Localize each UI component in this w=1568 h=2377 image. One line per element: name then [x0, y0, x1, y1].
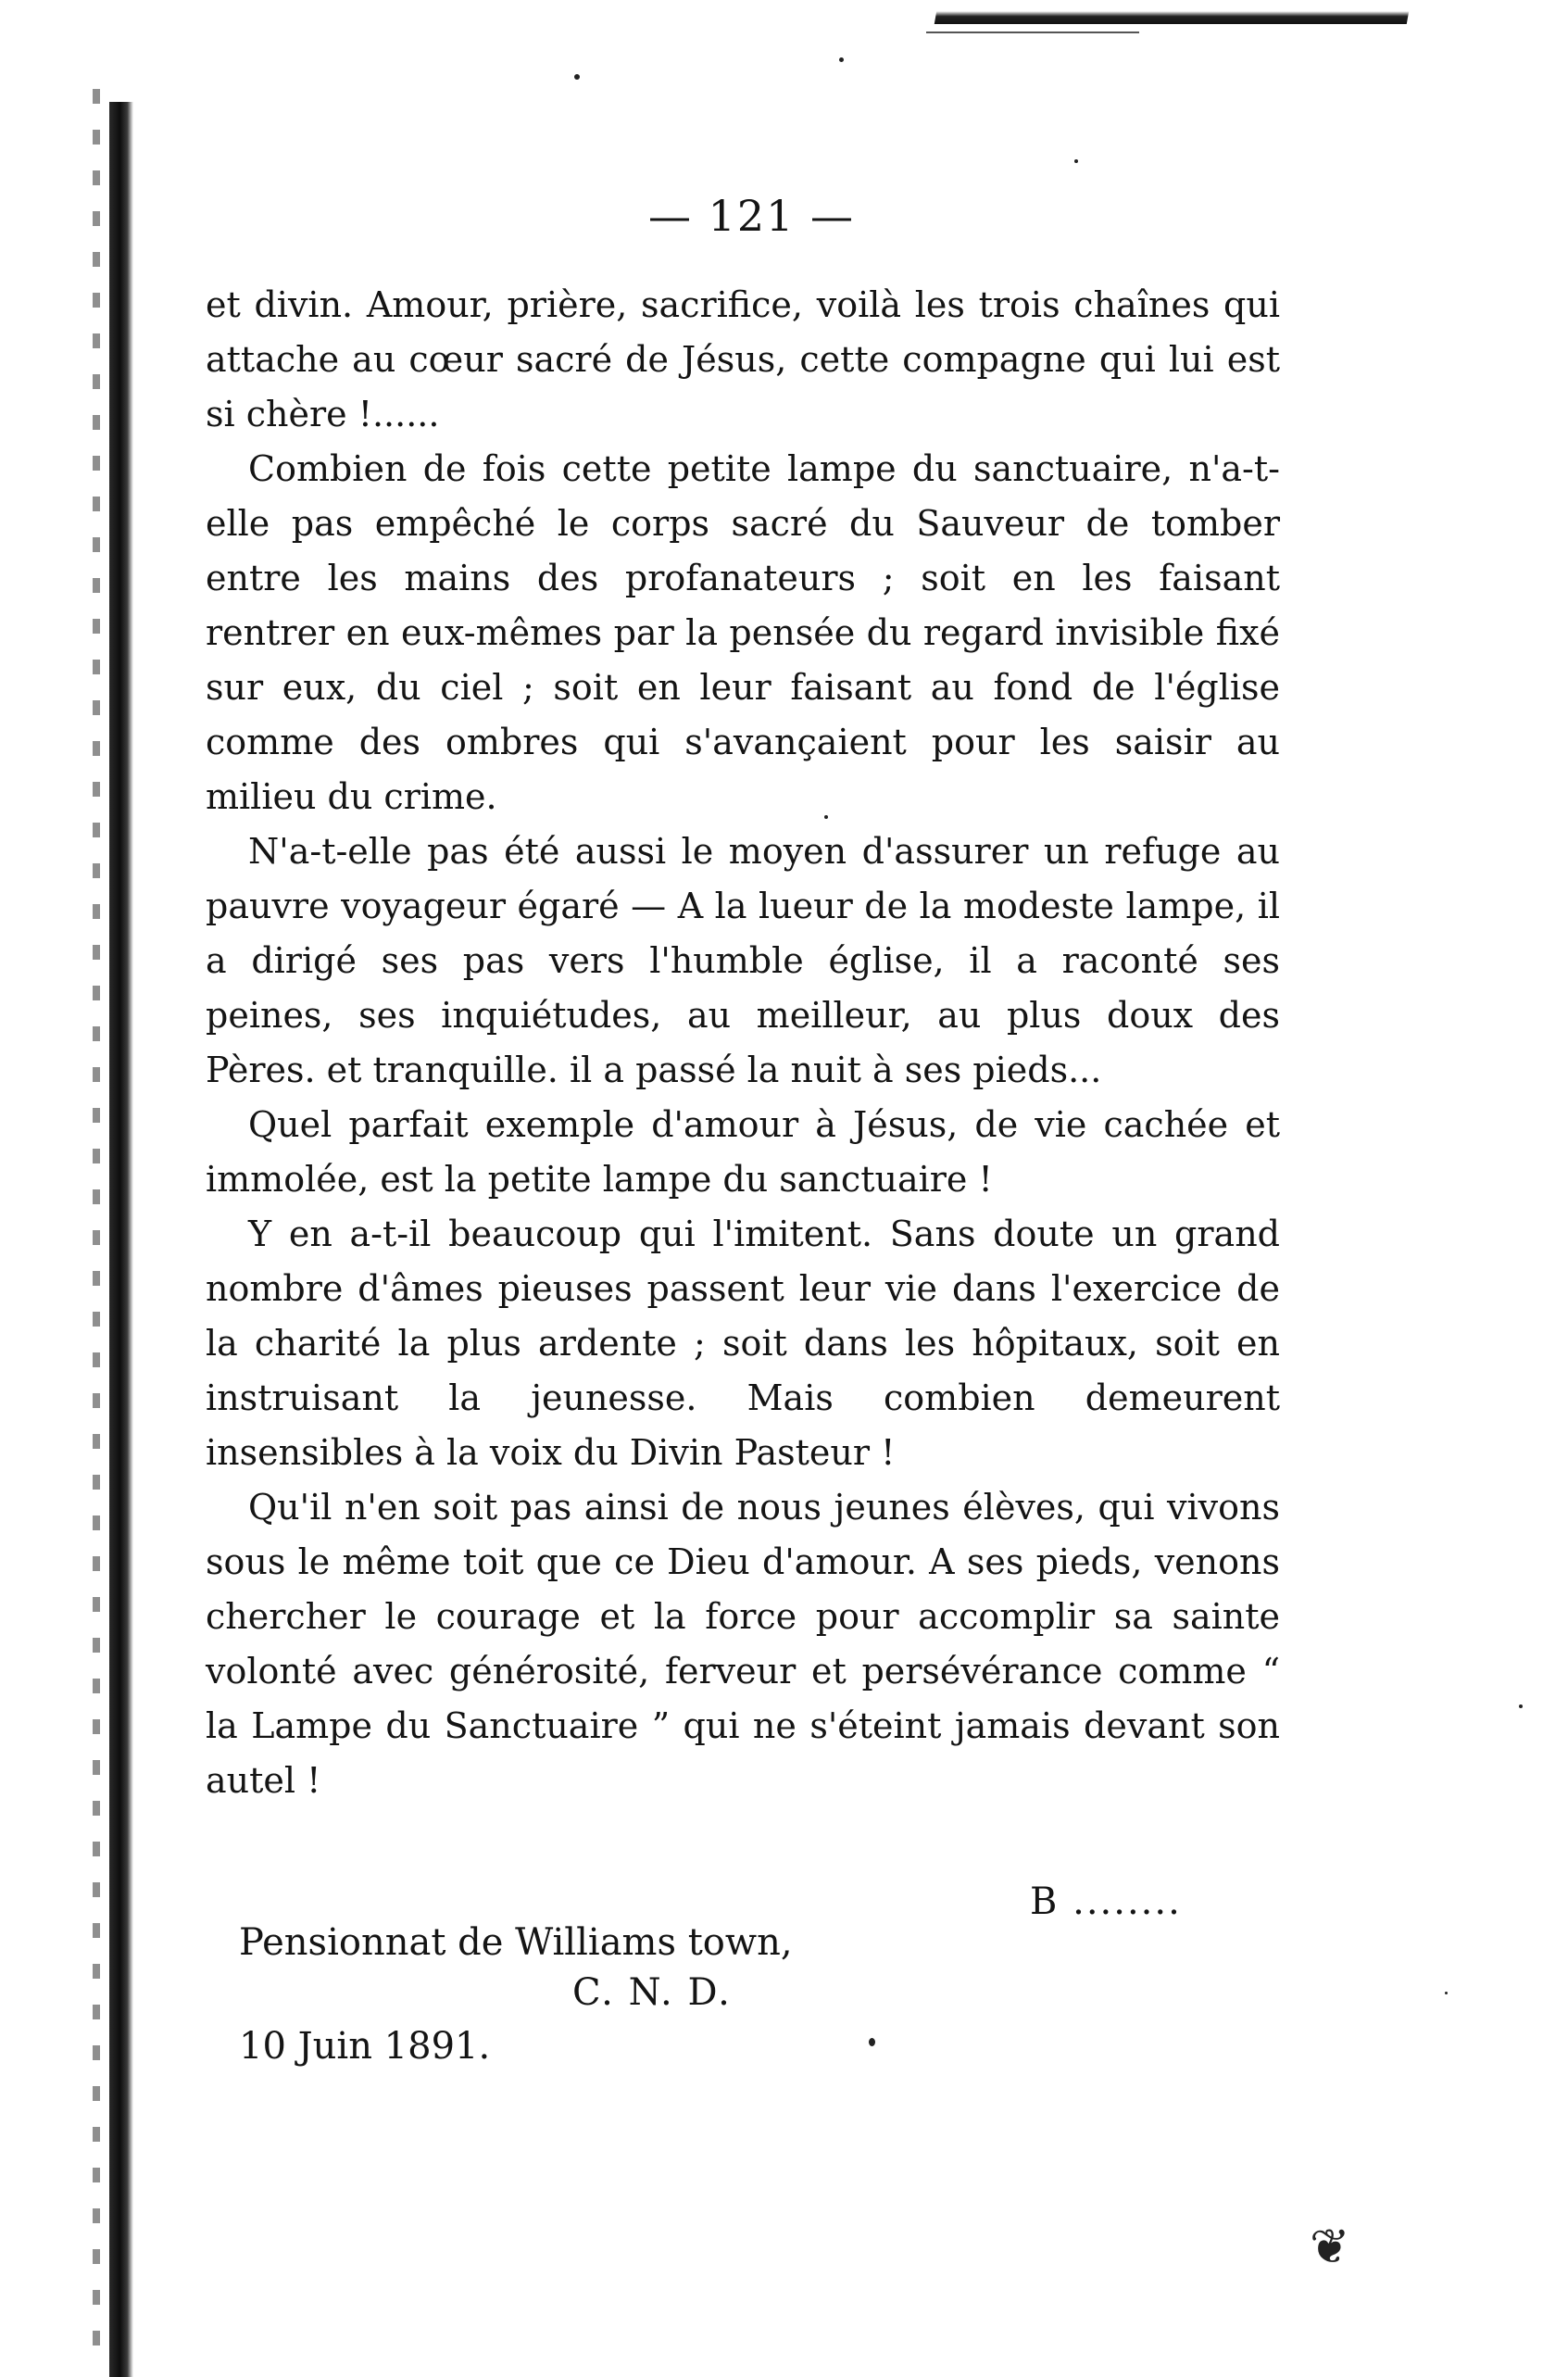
book-spine-shadow	[109, 102, 133, 2377]
scan-speck	[1519, 1704, 1523, 1708]
footer-org: C. N. D.	[572, 1971, 732, 2014]
paragraph: Quel parfait exemple d'amour à Jésus, de vie cachée et immolée, est la petite lampe du sanctuaire !	[206, 1104, 1280, 1200]
footer-date: 10 Juin 1891.	[239, 2025, 491, 2068]
page-number: — 121 —	[648, 191, 856, 241]
body-text	[206, 278, 1280, 1808]
fleuron-icon: ❦	[1310, 2220, 1350, 2275]
scan-speck	[839, 57, 844, 62]
paragraph: Y en a-t-il beaucoup qui l'imitent. Sans doute un grand nombre d'âmes pieuses passent leur vie dans l'exercice de la charité la plus ardente ; soit dans les hôpitaux, soit en instruisant la jeunesse. Mais combien demeurent insensibles à la voix du Divin Pasteur !	[206, 1214, 1280, 1473]
paragraph: et divin. Amour, prière, sacrifice, voilà les trois chaînes qui attache au cœur sacré de Jésus, cette compagne qui lui est si chère !......	[206, 284, 1280, 434]
scan-speck	[869, 2038, 875, 2046]
top-thin-rule	[926, 31, 1139, 33]
top-border-mark	[935, 11, 1409, 24]
paragraph: Combien de fois cette petite lampe du sanctuaire, n'a-t-elle pas empêché le corps sacré du Sauveur de tomber entre les mains des profanateurs ; soit en les faisant rentrer en eux-mêmes par la pensée du regard invisible fixé sur eux, du ciel ; soit en leur faisant au fond de l'église comme des ombres qui s'avançaient pour les saisir au milieu du crime.	[206, 448, 1280, 817]
paragraph: N'a-t-elle pas été aussi le moyen d'assurer un refuge au pauvre voyageur égaré — A la lueur de la modeste lampe, il a dirigé ses pas vers l'humble église, il a raconté ses peines, ses inquiétudes, au meilleur, au plus doux des Pères. et tranquille. il a passé la nuit à ses pieds...	[206, 831, 1280, 1090]
footer-school: Pensionnat de Williams town,	[239, 1921, 793, 1964]
author-signature: B ........	[1030, 1880, 1182, 1923]
binding-edge	[93, 89, 100, 2349]
scan-speck	[1445, 1992, 1448, 1994]
scan-speck	[1074, 159, 1078, 163]
scan-speck	[574, 74, 580, 80]
paragraph: Qu'il n'en soit pas ainsi de nous jeunes élèves, qui vivons sous le même toit que ce Dieu d'amour. A ses pieds, venons chercher le courage et la force pour accomplir sa sainte volonté avec générosité, ferveur et persévérance comme “ la Lampe du Sanctuaire ” qui ne s'éteint jamais devant son autel !	[206, 1487, 1280, 1801]
